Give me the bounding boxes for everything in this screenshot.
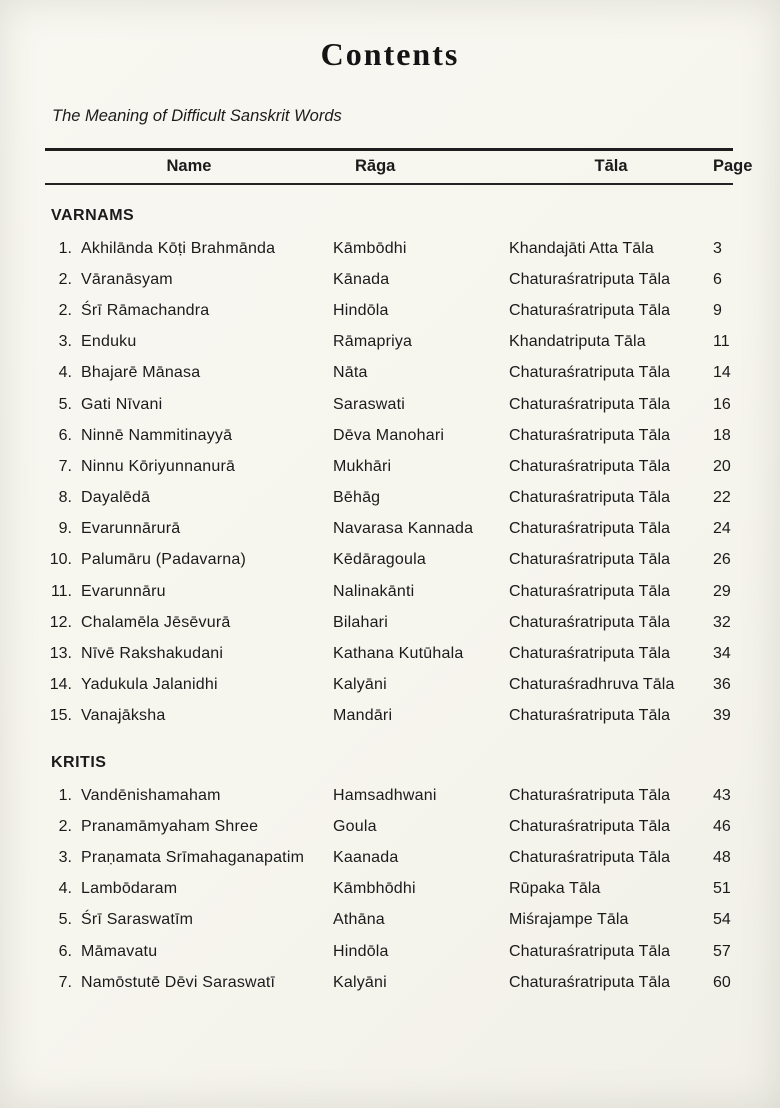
row-page: 9	[713, 301, 722, 319]
row-raga: Kāmbhōdhi	[333, 880, 416, 898]
row-number: 7.	[58, 973, 72, 991]
row-name: Dayalēdā	[81, 489, 151, 507]
row-raga: Hamsadhwani	[333, 786, 437, 804]
row-tala: Chaturaśratriputa Tāla	[509, 551, 671, 569]
row-raga: Mukhāri	[333, 457, 392, 475]
row-tala: Chaturaśradhruva Tāla	[509, 676, 675, 694]
row-number: 13.	[49, 645, 72, 663]
row-number: 1.	[58, 786, 72, 804]
page-subtitle: The Meaning of Difficult Sanskrit Words	[52, 107, 342, 125]
table-header-row	[45, 151, 753, 183]
row-raga: Kānada	[333, 270, 390, 288]
row-name: Gati Nīvani	[81, 395, 163, 413]
page-title: Contents	[320, 36, 460, 72]
row-raga: Kathana Kutūhala	[333, 645, 464, 663]
column-header-name: Name	[166, 157, 212, 175]
row-number: 2.	[58, 817, 72, 835]
toc-row	[45, 358, 733, 389]
row-tala: Chaturaśratriputa Tāla	[509, 645, 671, 663]
column-header-page: Page	[713, 157, 753, 175]
row-raga: Mandāri	[333, 707, 393, 725]
row-page: 20	[713, 457, 731, 475]
row-name: Māmavatu	[81, 942, 158, 960]
toc-body	[45, 201, 733, 998]
toc-row	[45, 874, 733, 905]
toc-row	[45, 701, 733, 732]
row-name: Namōstutē Dēvi Saraswatī	[81, 973, 276, 991]
section-label: KRITIS	[51, 754, 107, 771]
row-tala: Chaturaśratriputa Tāla	[509, 426, 671, 444]
row-number: 2.	[58, 270, 72, 288]
row-raga: Kalyāni	[333, 973, 387, 991]
row-tala: Chaturaśratriputa Tāla	[509, 270, 671, 288]
toc-row	[45, 264, 733, 295]
contents-table	[45, 148, 753, 998]
row-tala: Chaturaśratriputa Tāla	[509, 817, 671, 835]
toc-row	[45, 545, 733, 576]
row-raga: Kāmbōdhi	[333, 239, 407, 257]
row-page: 32	[713, 613, 731, 631]
row-raga: Rāmapriya	[333, 333, 413, 351]
row-tala: Chaturaśratriputa Tāla	[509, 457, 671, 475]
row-name: Evarunnāru	[81, 582, 166, 600]
toc-row	[45, 936, 733, 967]
row-name: Lambōdaram	[81, 880, 178, 898]
row-tala: Chaturaśratriputa Tāla	[509, 582, 671, 600]
row-name: Ninnē Nammitinayyā	[81, 426, 233, 444]
toc-row	[45, 811, 733, 842]
row-number: 6.	[58, 426, 72, 444]
row-page: 3	[713, 239, 722, 257]
row-name: Ninnu Kōriyunnanurā	[81, 457, 236, 475]
toc-row	[45, 389, 733, 420]
row-raga: Athāna	[333, 911, 385, 929]
toc-section	[45, 748, 733, 998]
row-raga: Kaanada	[333, 848, 399, 866]
row-number: 5.	[58, 911, 72, 929]
toc-row	[45, 638, 733, 669]
row-page: 43	[713, 786, 731, 804]
row-name: Praṇamata Srīmahaganapatim	[81, 848, 305, 866]
row-raga: Dēva Manohari	[333, 426, 445, 444]
row-number: 12.	[49, 613, 72, 631]
row-raga: Bēhāg	[333, 489, 381, 507]
row-number: 5.	[58, 395, 72, 413]
row-tala: Chaturaśratriputa Tāla	[509, 364, 671, 382]
row-number: 4.	[58, 880, 72, 898]
row-page: 24	[713, 520, 731, 538]
row-name: Enduku	[81, 333, 137, 351]
row-page: 29	[713, 582, 731, 600]
column-header-raga: Rāga	[355, 157, 396, 175]
section-label: VARNAMS	[51, 207, 135, 224]
toc-row	[45, 327, 733, 358]
row-name: Vāranāsyam	[81, 270, 173, 288]
row-raga: Bilahari	[333, 613, 388, 631]
row-page: 60	[713, 973, 731, 991]
row-tala: Chaturaśratriputa Tāla	[509, 973, 671, 991]
row-name: Nīvē Rakshakudani	[81, 645, 224, 663]
row-raga: Kalyāni	[333, 676, 387, 694]
row-name: Akhilānda Kōṭi Brahmānda	[81, 239, 276, 257]
row-name: Śrī Rāmachandra	[81, 301, 210, 319]
row-page: 48	[713, 848, 731, 866]
toc-row	[45, 576, 733, 607]
row-number: 10.	[49, 551, 72, 569]
row-tala: Chaturaśratriputa Tāla	[509, 489, 671, 507]
toc-row	[45, 295, 733, 326]
row-number: 14.	[49, 676, 72, 694]
row-name: Vandēnishamaham	[81, 786, 221, 804]
row-raga: Nalinakānti	[333, 582, 415, 600]
row-raga: Saraswati	[333, 395, 406, 413]
row-number: 3.	[58, 333, 72, 351]
row-number: 2.	[58, 301, 72, 319]
row-number: 7.	[58, 457, 72, 475]
toc-row	[45, 670, 733, 701]
row-page: 16	[713, 395, 731, 413]
row-page: 36	[713, 676, 731, 694]
row-name: Evarunnārurā	[81, 520, 181, 538]
row-page: 57	[713, 942, 731, 960]
toc-row	[45, 607, 733, 638]
row-number: 8.	[58, 489, 72, 507]
row-number: 1.	[58, 239, 72, 257]
row-raga: Hindōla	[333, 301, 389, 319]
row-name: Bhajarē Mānasa	[81, 364, 201, 382]
row-number: 6.	[58, 942, 72, 960]
row-raga: Goula	[333, 817, 377, 835]
row-tala: Chaturaśratriputa Tāla	[509, 707, 671, 725]
toc-row	[45, 420, 733, 451]
row-raga: Nāta	[333, 364, 368, 382]
row-tala: Chaturaśratriputa Tāla	[509, 786, 671, 804]
row-name: Yadukula Jalanidhi	[81, 676, 218, 694]
row-number: 9.	[58, 520, 72, 538]
row-tala: Chaturaśratriputa Tāla	[509, 942, 671, 960]
toc-row	[45, 514, 733, 545]
row-page: 11	[713, 333, 730, 351]
row-page: 39	[713, 707, 731, 725]
row-number: 11.	[50, 582, 72, 600]
row-tala: Miśrajampe Tāla	[509, 911, 629, 929]
row-name: Śrī Saraswatīm	[81, 911, 194, 929]
row-page: 6	[713, 270, 722, 288]
toc-row	[45, 967, 733, 998]
row-raga: Hindōla	[333, 942, 389, 960]
row-tala: Chaturaśratriputa Tāla	[509, 848, 671, 866]
row-raga: Navarasa Kannada	[333, 520, 474, 538]
toc-row	[45, 233, 733, 264]
row-page: 26	[713, 551, 731, 569]
toc-row	[45, 451, 733, 482]
row-raga: Kēdāragoula	[333, 551, 426, 569]
row-tala: Chaturaśratriputa Tāla	[509, 520, 671, 538]
row-tala: Chaturaśratriputa Tāla	[509, 301, 671, 319]
row-name: Palumāru (Padavarna)	[81, 551, 246, 569]
column-header-tala: Tāla	[594, 157, 628, 175]
row-tala: Khandatriputa Tāla	[509, 333, 646, 351]
toc-row	[45, 483, 733, 514]
row-tala: Chaturaśratriputa Tāla	[509, 395, 671, 413]
row-page: 34	[713, 645, 731, 663]
row-tala: Rūpaka Tāla	[509, 880, 601, 898]
header-bottom-rule	[45, 183, 733, 185]
row-name: Pranamāmyaham Shree	[81, 817, 259, 835]
row-number: 3.	[58, 848, 72, 866]
toc-row	[45, 905, 733, 936]
row-page: 22	[713, 489, 731, 507]
row-number: 15.	[49, 707, 72, 725]
row-tala: Khandajāti Atta Tāla	[509, 239, 654, 257]
row-page: 18	[713, 426, 731, 444]
row-page: 14	[713, 364, 731, 382]
row-tala: Chaturaśratriputa Tāla	[509, 613, 671, 631]
toc-row	[45, 842, 733, 873]
toc-row	[45, 780, 733, 811]
row-name: Vanajāksha	[81, 707, 166, 725]
row-page: 46	[713, 817, 731, 835]
row-page: 54	[713, 911, 731, 929]
row-name: Chalamēla Jēsēvurā	[81, 613, 231, 631]
row-number: 4.	[58, 364, 72, 382]
row-page: 51	[713, 880, 731, 898]
toc-section	[45, 201, 733, 732]
